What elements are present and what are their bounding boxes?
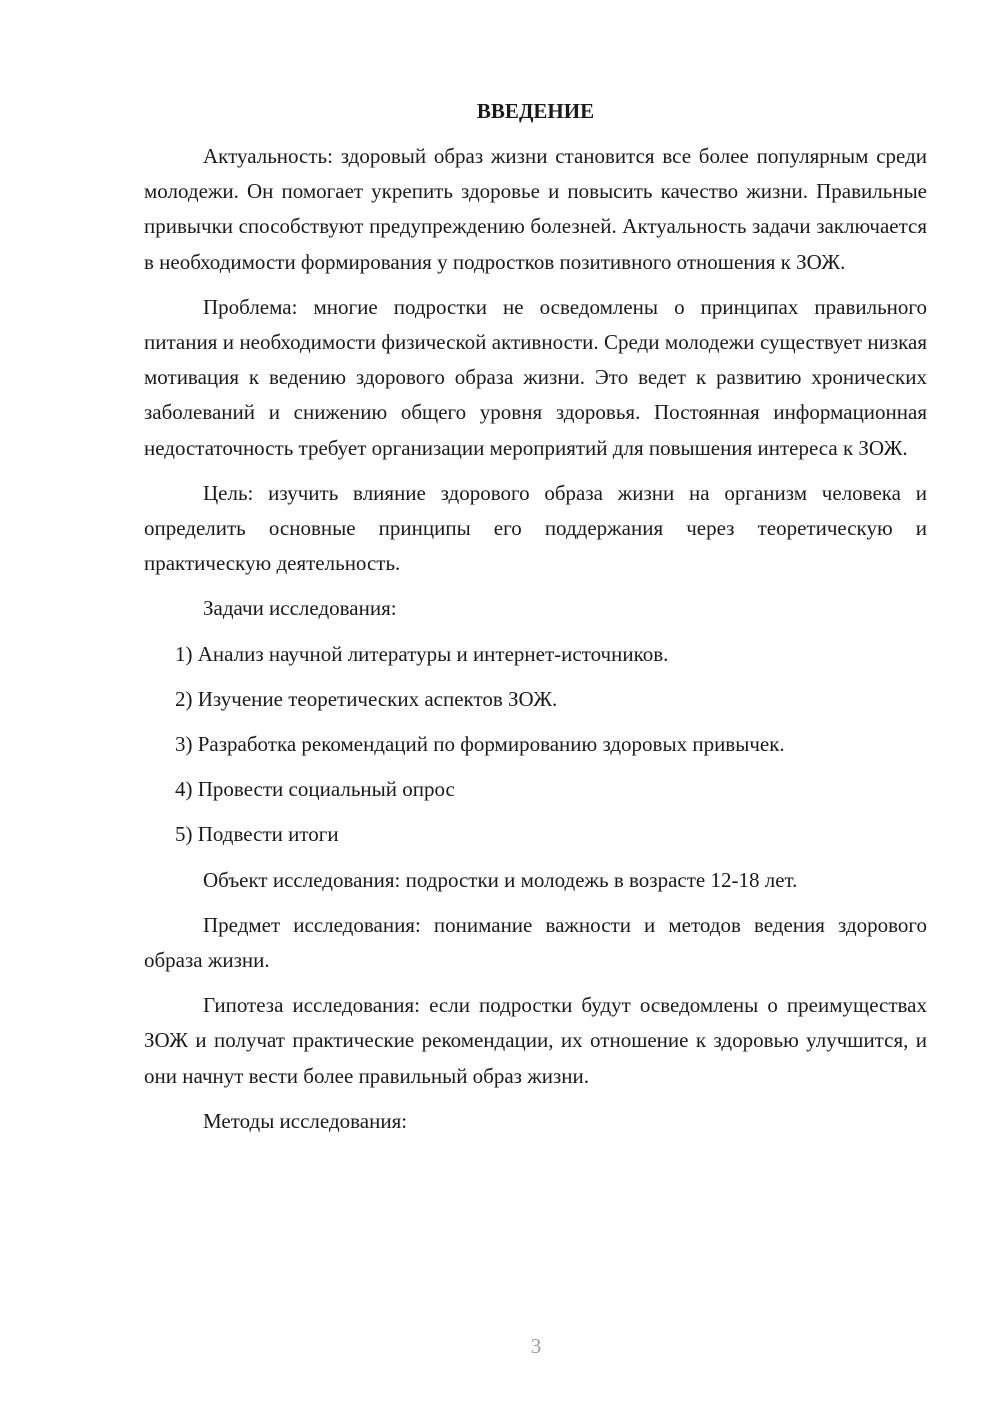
paragraph-hypothesis: Гипотеза исследования: если подростки будут осведомлены о преимуществах ЗОЖ и получат практические рекомендации, их отношение к здоровью улучшится, и они начнут вести более правильный образ жизни. — [144, 993, 927, 1088]
paragraph-object: Объект исследования: подростки и молодежь в возрасте 12-18 лет. — [203, 867, 798, 892]
paragraph-goal: Цель: изучить влияние здорового образа жизни на организм человека и определить основные принципы его поддержания через теоретическую и практическую деятельность. — [144, 480, 927, 576]
paragraph-problem: Проблема: многие подростки не осведомлены о принципах правильного питания и необходимости физической активности. Среди молодежи существует низкая мотивация к ведению здорового образа жизни. Это ведет к развитию хронических заболеваний и снижению общего уровня здоровья. Постоянная информационная недостаточность требует организации мероприятий для повышения интереса к ЗОЖ. — [144, 294, 927, 460]
section-heading: ВВЕДЕНИЕ — [476, 99, 595, 123]
paragraph-relevance: Актуальность: здоровый образ жизни становится все более популярным среди молодежи. Он помогает укрепить здоровье и повысить качество жизни. Правильные привычки способствуют предупреждению болезней. Актуальность задачи заключается в необходимости формирования у подростков позитивного отношения к ЗОЖ. — [144, 144, 927, 274]
list-item: 2) Изучение теоретических аспектов ЗОЖ. — [175, 686, 558, 711]
document-page — [144, 96, 927, 1149]
page-number: 3 — [530, 1334, 542, 1358]
list-item: 5) Подвести итоги — [175, 822, 339, 847]
list-item: 1) Анализ научной литературы и интернет-источников. — [175, 641, 669, 666]
list-item: 3) Разработка рекомендаций по формированию здоровых привычек. — [175, 732, 785, 757]
tasks-list — [144, 637, 927, 853]
tasks-title: Задачи исследования: — [203, 596, 397, 621]
list-item: 4) Провести социальный опрос — [175, 777, 455, 802]
paragraph-subject: Предмет исследования: понимание важности и методов ведения здорового образа жизни. — [144, 912, 927, 973]
methods-title: Методы исследования: — [203, 1108, 408, 1133]
